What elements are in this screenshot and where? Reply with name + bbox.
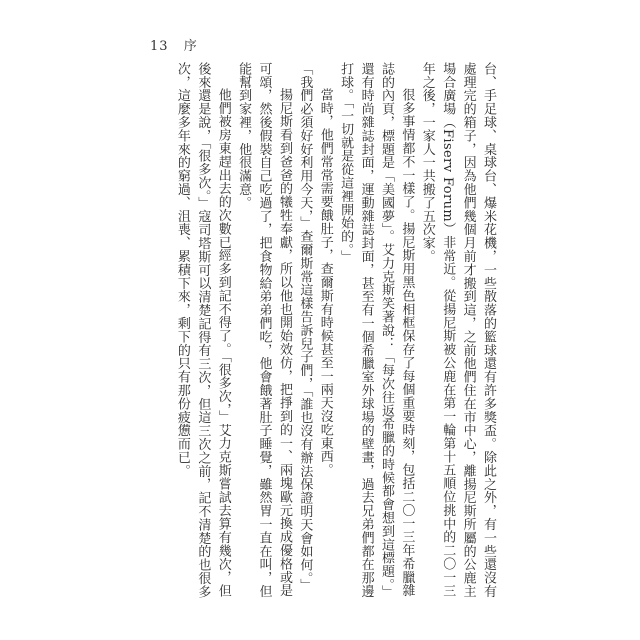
vertical-body-text xyxy=(148,62,498,602)
paragraph: 他們被房東趕出去的次數已經多到記不得了。「很多次，」艾力克斯嘗試去算有幾次，但後來還是說，「很多次。」寇司塔斯可以清楚記得有三次，但這三次之前，記不清楚的也很多次，這麼多年來的窮過、沮喪、累積下來，剩下的只有那份疲憊而已。 xyxy=(174,62,231,599)
paragraph: 台、手足球、桌球台、爆米花機，一些散落的籃球還有許多獎盃。除此之外，有一些還沒有處理完的箱子，因為他們幾個月前才搬到這，之前他們住在市中心，離揚尼斯所屬的公鹿主場合廣場（Fiserv Forum）非常近。從揚尼斯被公鹿在第一輪第十五順位挑中的二〇一三年之後，一家人一共搬了五次家。 xyxy=(419,62,496,598)
page-number: 13 xyxy=(150,39,169,54)
paragraph: 揚尼斯看到爸爸的犧牲奉獻，所以他也開始效仿，把掙到的一、兩塊歐元換成優格或是可頌，然後假裝自己吃過了，把食物給弟弟們吃，他會餓著肚子睡覺，雖然胃一直在叫，但能幫到家裡，他很滿意。 xyxy=(236,62,292,598)
page-header xyxy=(150,35,198,54)
section-title: 序 xyxy=(183,39,198,54)
paragraph: 很多事情都不一樣了。揚尼斯用黑色相框保存了每個重要時刻，包括二〇一三年希臘雜誌的內頁，標題是「美國夢」。艾力克斯笑著說：「每次往返希臘的時候都會想到這標題。」還有時尚雜誌封面，運動雜誌封面，甚至有一個希臘室外球場的壁畫，過去兄弟們都在那邊打球。「一切就是從這裡開始的。」 xyxy=(338,62,415,599)
paragraph: 「我們必須好好利用今天，」查爾斯常這樣告訴兒子們，「誰也沒有辦法保證明天會如何。」 xyxy=(297,62,313,592)
paragraph: 當時，他們常常需要餓肚子，查爾斯有時候甚至一兩天沒吃東西。 xyxy=(317,88,333,477)
